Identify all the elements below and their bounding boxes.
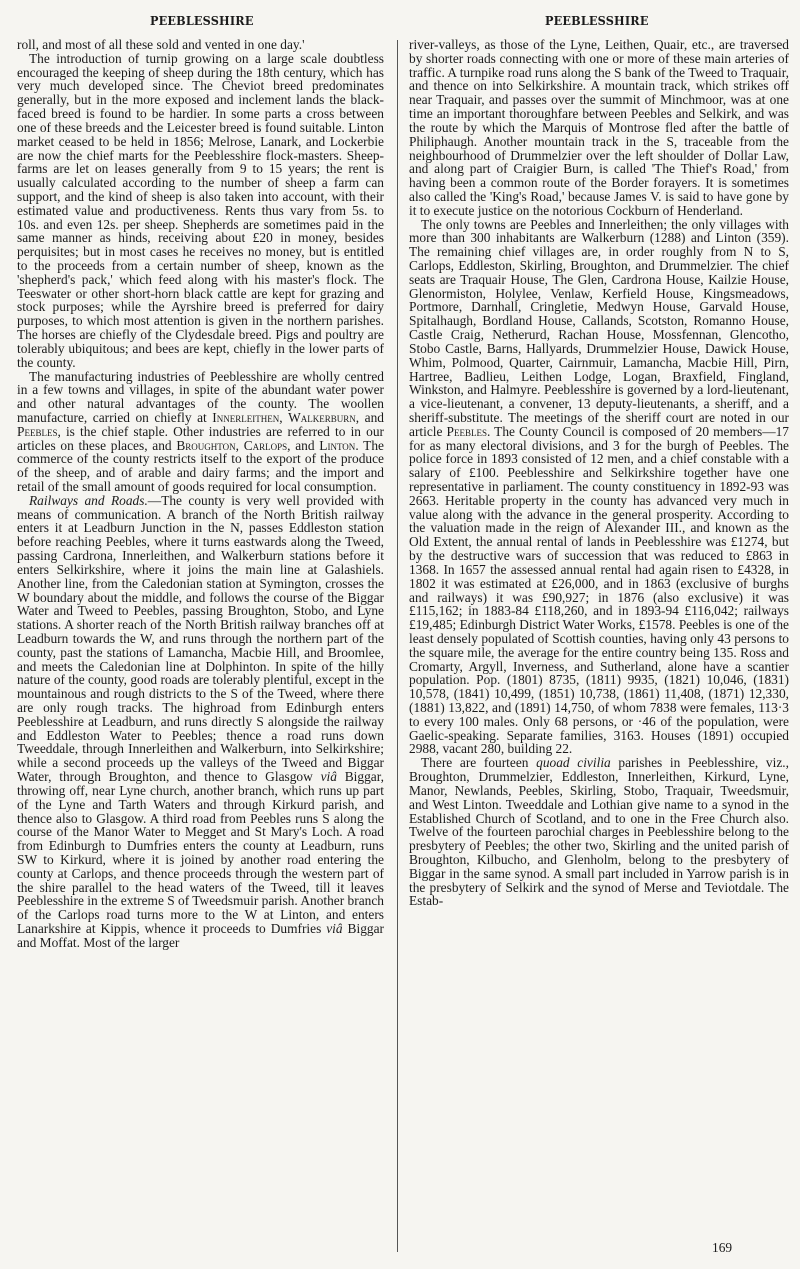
italic-text: viâ <box>320 769 337 785</box>
text-run: There are fourteen <box>421 755 537 771</box>
right-column <box>409 38 789 908</box>
text-run: The introduction of turnip growing on a large scale doubtless encouraged the keeping of sheep during the 18th century, which has very much developed since. The Cheviot breed predominates generally, but in the more exposed and inclement lands the black-faced breed is found to be hardier. In some parts a cross between one of these breeds and the Leicester breed is found suitable. Linton market ceased to be held in 1856; Melrose, Lanark, and Lockerbie are now the chief marts for the Peeblesshire flock-masters. Sheep-farms are let on leases generally from 9 to 15 years; the rent is usually calculated according to the number of sheep a farm can support, and the kind of sheep is also taken into account, with their estimated value and productiveness. Rents thus vary from 5s. to 10s. and even 12s. per sheep. Shepherds are sometimes paid in the same manner as hinds, receiving about £20 in money, besides perquisites; but in most cases he receives no money, but is entitled to the proceeds from a certain number of sheep, known as the 'shepherd's pack,' which feed along with his master's flock. The Teeswater or other short-horn black cattle are kept for grazing and stock purposes; while the Ayrshire breed is preferred for dairy purposes, to which most attention is given in the northern parishes. The horses are chiefly of the Clydesdale breed. Pigs and poultry are tolerably ubiquitous; and bees are kept, chiefly in the lower parts of the county. <box>17 50 384 370</box>
text-run: roll, and most of all these sold and vented in one day.' <box>17 37 305 52</box>
text-run: , is the chief staple. Other industries are referred to in our articles on these places, and <box>17 423 384 453</box>
running-header-right: PEEBLESSHIRE <box>545 13 649 28</box>
small-caps-text: Linton <box>319 437 356 453</box>
small-caps-text: Peebles <box>17 423 58 439</box>
text-run: , <box>235 437 244 453</box>
text-run: . The County Council is composed of 20 members—17 for as many electoral divisions, and 3 for the burgh of Peebles. The police force in 1893 consisted of 12 men, and a chief constable with a salary of £100. Peeblesshire and Selkirkshire together have one representative in parliament. The county constituency in 1892-93 was 2663. Heritable property in the county has advanced very much in value along with the advance in the general prosperity. According to the valuation made in the reign of Alexander III., and known as the Old Extent, the annual rental of lands in Peeblesshire was £1274, but by the destructive wars of succession that was reduced to £863 in 1368. In 1657 the assessed annual rental had again risen to £4328, in 1802 it was estimated at £26,000, and in 1863 (exclusive of burghs and railways) it was £90,927; in 1876 (also exclusive) it was £115,162; in 1883-84 £118,260, and in 1893-94 £116,042; railways £19,485; Edinburgh District Water Works, £1578. Peebles is one of the least densely populated of Scottish counties, having only 43 persons to the square mile, the average for the entire country being 135. Ross and Cromarty, Argyll, Inverness, and Sutherland, alone have a scantier population. Pop. (1801) 8735, (1811) 9935, (1821) 10,046, (1831) 10,578, (1841) 10,499, (1851) 10,738, (1861) 11,408, (1871) 12,330, (1881) 13,822, and (1891) 14,750, of whom 7838 were females, 113·3 to every 100 males. Only 68 persons, or ·46 of the population, were Gaelic-speaking. Separate families, 3163. Houses (1891) occupied 2988, vacant 280, building 22. <box>409 423 789 757</box>
text-run: Biggar, throwing off, near Lyne church, another branch, which runs up part of the Lyne and Tarth Waters and through Kirkurd parish, and thence also to Glasgow. A third road from Peebles runs S along the course of the Manor Water to Megget and St Mary's Loch. A road from Edinburgh to Dumfries enters the county at Leadburn, runs SW to Kirkurd, where it is joined by another road entering the county at Carlops, and thence proceeds through the western part of the shire parallel to the head waters of the Tweed, till it leaves Peeblesshire in the extreme S of Tweedsmuir parish. Another branch of the Carlops road turns more to the W at Linton, and enters Lanarkshire at Kippis, whence it proceeds to Dumfries <box>17 769 384 936</box>
small-caps-text: Walkerburn <box>288 409 356 425</box>
text-run: , <box>279 409 289 425</box>
paragraph <box>17 38 384 52</box>
small-caps-text: Broughton <box>176 437 236 453</box>
italic-text: Railways and Roads. <box>29 492 148 508</box>
text-run: . The commerce of the county restricts itself to the export of the produce of the sheep, and of arable and dairy farms; and the import and retail of the small amount of goods required for local consumption. <box>17 437 384 494</box>
paragraph <box>409 756 789 908</box>
small-caps-text: Carlops <box>243 437 288 453</box>
paragraph <box>17 370 384 494</box>
small-caps-text: Peebles <box>446 423 487 439</box>
paragraph <box>17 52 384 370</box>
text-run: The manufacturing industries of Peeblesshire are wholly centred in a few towns and villages, in spite of the abundant water power and other natural advantages of the county. The woollen manufacture, carried on chiefly at <box>17 368 384 425</box>
running-header-left: PEEBLESSHIRE <box>150 13 254 28</box>
left-column <box>17 38 384 950</box>
text-run: , and <box>287 437 320 453</box>
italic-text: quoad civilia <box>536 755 611 771</box>
text-run: The only towns are Peebles and Innerleithen; the only villages with more than 300 inhabitants are Walkerburn (1288) and Linton (359). The remaining chief villages are, in order roughly from N to S, Carlops, Eddleston, Skirling, Broughton, and Drummelzier. The chief seats are Traquair House, The Glen, Cardrona House, Kailzie House, Glenormiston, Holylee, Venlaw, Kerfield House, Kingsmeadows, Portmore, Darnhall, Cringletie, Medwyn House, Garvald House, Spitalhaugh, Bordland House, Callands, Scotston, Romanno House, Castle Craig, Netherurd, Rachan House, Mossfennan, Glencotho, Stobo Castle, Barns, Hallyards, Drummelzier House, Dawick House, Whim, Polmood, Quarter, Cairnmuir, Lamancha, Macbie Hill, Pirn, Hartree, Badlieu, Leithen Lodge, Logan, Braxfield, Fingland, Winkston, and Halmyre. Peeblesshire is governed by a lord-lieutenant, a vice-lieutenant, a convener, 13 deputy-lieutenants, a sheriff, and a sheriff-substitute. The meetings of the sheriff court are noted in our article <box>409 216 789 439</box>
small-caps-text: Innerleithen <box>212 409 280 425</box>
italic-text: viâ <box>326 921 343 936</box>
text-run: —The county is very well provided with means of communication. A branch of the North British railway enters it at Leadburn Junction in the N, passes Eddleston station before reaching Peebles, where it turns eastwards along the Tweed, passing Cardrona, Innerleithen, and Walkerburn stations before it enters Selkirkshire, where it joins the main line at Galashiels. Another line, from the Caledonian station at Symington, crosses the W boundary about the middle, and follows the course of the Biggar Water and Tweed to Peebles, passing Broughton, Stobo, and Lyne stations. A shorter reach of the North British railway branches off at Leadburn towards the W, and runs through the northern part of the county, past the stations of Lamancha, Macbie Hill, and Broomlee, and meets the Caledonian line at Dolphinton. In spite of the hilly nature of the county, good roads are tolerably plentiful, except in the mountainous and rough districts to the S of the Tweed, where there are only rough tracks. The highroad from Edinburgh enters Peeblesshire at Leadburn, and runs directly S alongside the railway and Eddleston Water to Peebles; thence a road runs down Tweeddale, through Innerleithen and Walkerburn, into Selkirkshire; while a second proceeds up the valleys of the Tweed and Biggar Water, through Broughton, and thence to Glasgow <box>17 492 384 785</box>
paragraph <box>17 494 384 950</box>
text-run: , and <box>355 409 384 425</box>
column-divider <box>397 40 398 1252</box>
paragraph <box>409 218 789 757</box>
paragraph <box>409 38 789 218</box>
page-number: 169 <box>712 1240 733 1255</box>
text-run: Biggar and Moffat. Most of the larger <box>17 921 384 950</box>
text-run: parishes in Peeblesshire, viz., Broughton, Drummelzier, Eddleston, Innerleithen, Kirkurd, Lyne, Manor, Newlands, Peebles, Skirling, Stobo, Traquair, Tweedsmuir, and West Linton. Tweeddale and Lothian give name to a synod in the Established Church of Scotland, and to one in the Free Church also. Twelve of the fourteen parochial charges in Peeblesshire belong to the presbytery of Peebles; the other two, Skirling and the united parish of Broughton, Kilbucho, and Glenholm, belong to the presbytery of Biggar in the same synod. A small part included in Yarrow parish is in the presbytery of Selkirk and the synod of Merse and Teviotdale. The Estab- <box>409 755 789 909</box>
text-run: river-valleys, as those of the Lyne, Leithen, Quair, etc., are traversed by shorter roads connecting with one or more of these main arteries of traffic. A turnpike road runs along the S bank of the Tweed to Traquair, and thence on into Selkirkshire. A mountain track, which strikes off near Traquair, and passes over the summit of Minchmoor, was at one time an important thoroughfare between Peebles and Selkirk, and was the route by which the Marquis of Montrose fled after the battle of Philiphaugh. Another mountain track in the S, traceable from the neighbourhood of Drummelzier over the left shoulder of Dollar Law, and along part of Craigier Burn, is called 'The Thief's Road,' from having been a common route of the Border forayers. It is sometimes also called the 'King's Road,' because James V. is said to have gone by it to execute justice on the notorious Cockburn of Henderland. <box>409 37 789 218</box>
